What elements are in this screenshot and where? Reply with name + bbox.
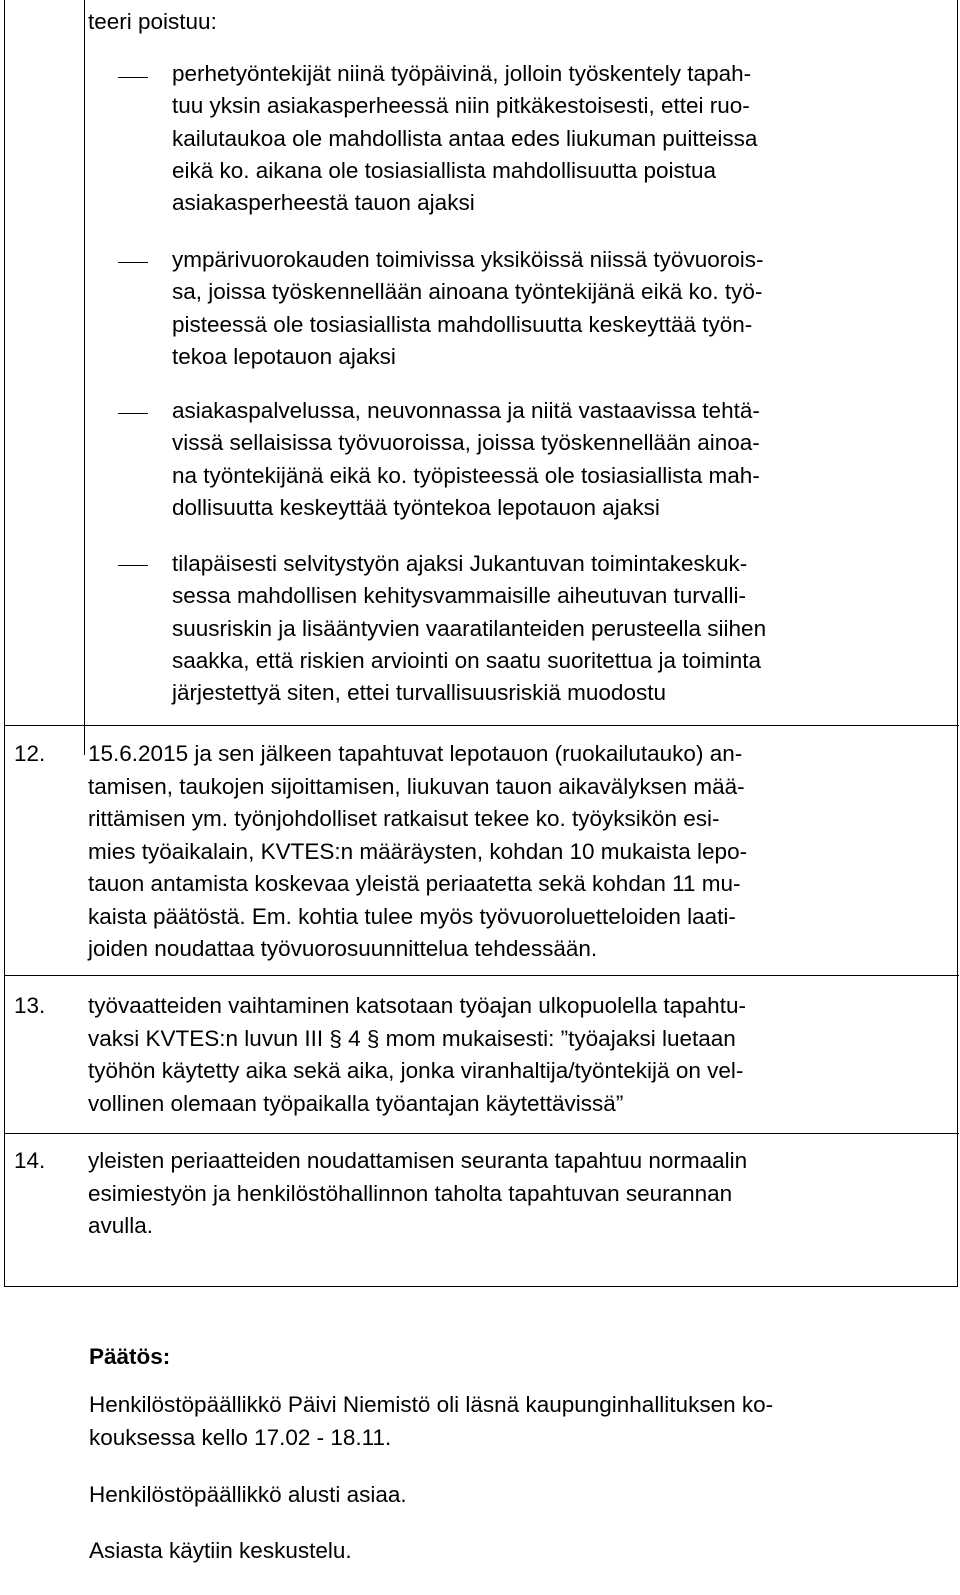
item-text: 15.6.2015 ja sen jälkeen tapahtuvat lepotauon (ruokailutauko) an- tamisen, taukojen sijoittamisen, liukuvan tauon aikavälyksen mää- rittämisen ym. työnjohdolliset ratkaisut tekee ko. työyksikön esi- mies työaikalain, KVTES:n määräysten, kohdan 10 mukaista lepo- tauon antamista koskevaa yleistä periaatetta sekä kohdan 11 mu- kaista päätöstä. Em. kohtia tulee myös työvuoroluetteloiden laati- joiden noudattaa työvuorosuunnittelua tehdessään. — [88, 741, 748, 961]
dash-bullet-icon — [118, 413, 148, 414]
decision-paragraph: Asiasta käytiin keskustelu. — [89, 1538, 352, 1563]
bullet-item: tilapäisesti selvitystyön ajaksi Jukantuvan toimintakeskuk- sessa mahdollisen kehitysvammaisille aiheutuvan turvalli- suusriskin ja lisääntyvien vaaratilanteiden perusteella siihen saakka, että riskien arviointi on saatu suoritettua ja toiminta järjestettyä siten, ettei turvallisuusriskiä muodostu — [172, 551, 767, 706]
item-text: työvaatteiden vaihtaminen katsotaan työajan ulkopuolella tapahtu- vaksi KVTES:n luvun III § 4 § mom mukaisesti: ”työajaksi luetaan työhön käytetty aika sekä aika, jonka viranhaltija/työntekijä on vel- vollinen olemaan työpaikalla työantajan käytettävissä” — [88, 993, 746, 1116]
bullet-item: perhetyöntekijät niinä työpäivinä, jolloin työskentely tapah- tuu yksin asiakasperheessä niin pitkäkestoisesti, ettei ruo- kailutaukoa ole mahdollista antaa edes liukuman puitteissa eikä ko. aikana ole tosiasiallista mahdollisuutta poistua asiakasperheestä tauon ajaksi — [172, 61, 758, 216]
row-divider — [5, 725, 959, 726]
decision-heading: Päätös: — [89, 1344, 171, 1369]
list-intro: teeri poistuu: — [88, 9, 217, 34]
dash-bullet-icon — [118, 262, 148, 263]
row-divider — [5, 1133, 959, 1134]
item-number: 13. — [14, 993, 46, 1018]
bullet-item: ympärivuorokauden toimivissa yksiköissä niissä työvuorois- sa, joissa työskennellään ainoana työntekijänä eikä ko. työ- pisteessä ole tosiasiallista mahdollisuutta keskeyttää työn- tekoa lepotauon ajaksi — [172, 247, 764, 369]
decision-paragraph: Henkilöstöpäällikkö alusti asiaa. — [89, 1482, 407, 1507]
item-number: 14. — [14, 1148, 46, 1173]
decision-paragraph: Henkilöstöpäällikkö Päivi Niemistö oli läsnä kaupunginhallituksen ko- kouksessa kello 17.02 - 18.11. — [89, 1392, 774, 1450]
bullet-item: asiakaspalvelussa, neuvonnassa ja niitä vastaavissa tehtä- vissä sellaisissa työvuoroissa, joissa työskennellään ainoa- na työntekijänä eikä ko. työpisteessä ole tosiasiallista mah- dollisuutta keskeyttää työntekoa lepotauon ajaksi — [172, 398, 760, 520]
dash-bullet-icon — [118, 77, 148, 78]
item-number: 12. — [14, 741, 46, 766]
dash-bullet-icon — [118, 565, 148, 566]
column-divider — [84, 0, 85, 755]
row-divider — [5, 975, 959, 976]
item-text: yleisten periaatteiden noudattamisen seuranta tapahtuu normaalin esimiestyön ja henkilöstöhallinnon taholta tapahtuvan seurannan avulla. — [88, 1148, 748, 1238]
